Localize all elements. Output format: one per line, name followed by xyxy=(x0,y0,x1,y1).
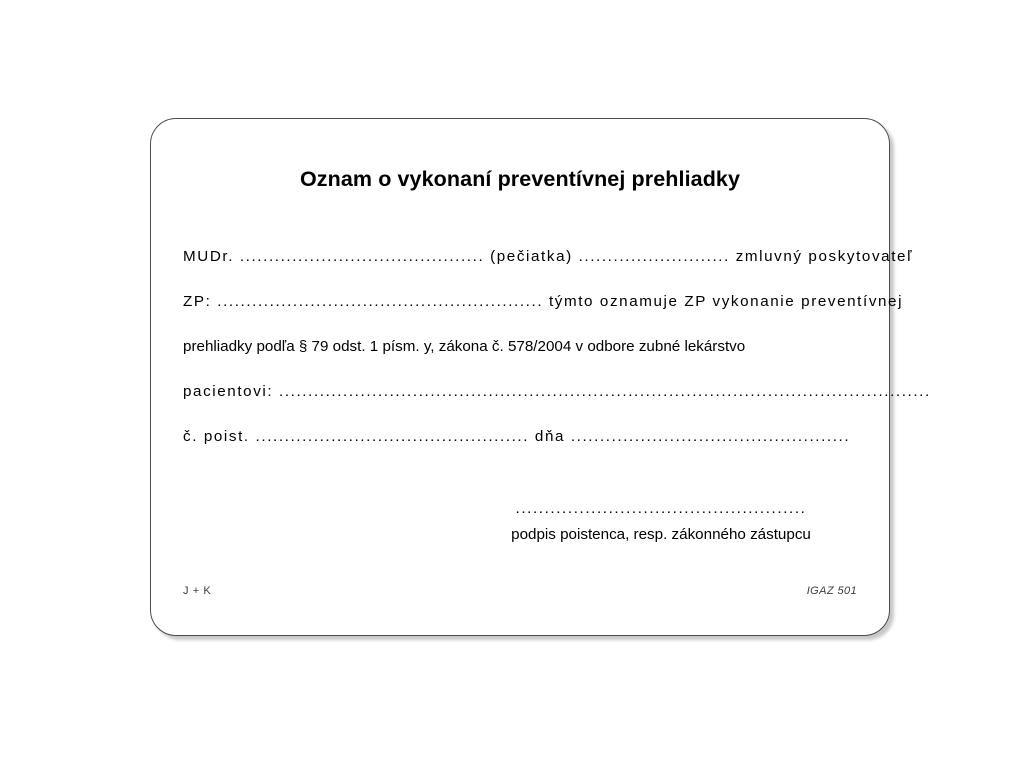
signature-line: .................................................. xyxy=(515,500,807,517)
form-line-insurance-number-and-date: č. poist. ............................................... dňa ................................................ xyxy=(183,428,851,445)
signature-block xyxy=(481,501,841,543)
footer-form-code: IGAZ 501 xyxy=(806,585,857,597)
page-title: Oznam o vykonaní preventívnej prehliadky xyxy=(299,167,741,191)
form-line-doctor: MUDr. .......................................... (pečiatka) .......................... zmluvný poskytovateľ xyxy=(183,248,914,265)
signature-caption: podpis poistenca, resp. zákonného zástupcu xyxy=(511,525,811,543)
form-line-patient: pacientovi: ................................................................................................................ xyxy=(183,383,931,400)
form-card xyxy=(150,118,931,636)
form-body xyxy=(183,247,931,446)
form-line-legal-basis: prehliadky podľa § 79 odst. 1 písm. y, zákona č. 578/2004 v odbore zubné lekárstvo xyxy=(183,338,746,355)
footer-publisher-code: J + K xyxy=(183,585,212,597)
form-line-insurer: ZP: ........................................................ týmto oznamuje ZP vykonanie preventívnej xyxy=(183,293,904,310)
